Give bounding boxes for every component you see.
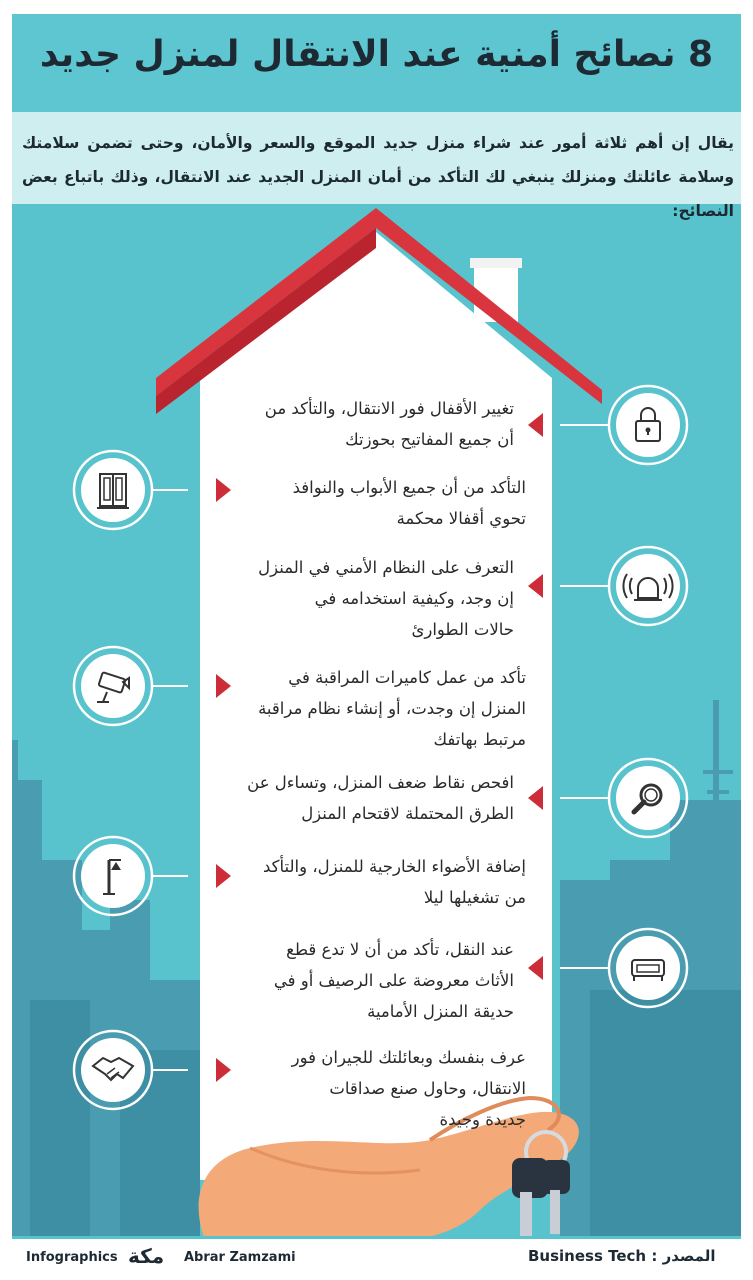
footer-brand-logo: مكة xyxy=(128,1244,165,1268)
tip-line: أن جميع المفاتيح بحوزتك xyxy=(345,430,514,449)
footer-infographics: Infographics xyxy=(26,1250,118,1265)
source-name: Business Tech xyxy=(528,1247,647,1265)
tip-item xyxy=(228,1042,526,1135)
intro-text: يقال إن أهم ثلاثة أمور عند شراء منزل جديد الموقع والسعر والأمان، وحتى تضمن سلامتك وسلامة عائلتك ومنزلك ينبغي لك التأكد من أمان المنزل الجديد عند الانتقال، وذلك باتباع بعض النصائح: xyxy=(22,134,734,220)
tip-line: مرتبط بهاتفك xyxy=(433,730,526,749)
tip-line: افحص نقاط ضعف المنزل، وتساءل عن xyxy=(247,773,514,792)
tip-line: الأثاث معروضة على الرصيف أو في xyxy=(273,971,514,990)
tip-line: تغيير الأقفال فور الانتقال، والتأكد من xyxy=(264,399,514,418)
tip-item xyxy=(228,552,514,645)
source-label: المصدر : xyxy=(651,1247,716,1265)
tip-item xyxy=(228,851,526,913)
tip-line: حالات الطوارئ xyxy=(411,620,514,639)
tip-item xyxy=(228,662,526,755)
tip-line: التأكد من أن جميع الأبواب والنوافذ xyxy=(292,478,526,497)
footer-source xyxy=(528,1247,715,1265)
tip-item xyxy=(228,934,514,1027)
tip-line: إن وجد، وكيفية استخدامه في xyxy=(314,589,514,608)
tip-line: الطرق المحتملة لاقتحام المنزل xyxy=(301,804,514,823)
tip-line: المنزل إن وجدت، أو إنشاء نظام مراقبة xyxy=(258,699,526,718)
tip-item xyxy=(228,472,526,534)
tip-line: عند النقل، تأكد من أن لا تدع قطع xyxy=(286,940,514,959)
tip-line: عرف بنفسك وبعائلتك للجيران فور xyxy=(291,1048,526,1067)
tip-line: تحوي أقفالا محكمة xyxy=(396,509,526,528)
footer-author: Abrar Zamzami xyxy=(184,1250,296,1265)
tip-line: من تشغيلها ليلا xyxy=(423,888,526,907)
tip-line: التعرف على النظام الأمني في المنزل xyxy=(258,558,514,577)
tip-item xyxy=(228,767,514,829)
page-title: 8 نصائح أمنية عند الانتقال لمنزل جديد xyxy=(39,34,714,75)
tip-item xyxy=(228,393,514,455)
tip-line: الانتقال، وحاول صنع صداقات xyxy=(329,1079,526,1098)
tip-line: حديقة المنزل الأمامية xyxy=(367,1002,514,1021)
tip-line: جديدة وجيدة xyxy=(439,1110,526,1129)
tip-line: تأكد من عمل كاميرات المراقبة في xyxy=(288,668,526,687)
tip-line: إضافة الأضواء الخارجية للمنزل، والتأكد xyxy=(262,857,526,876)
